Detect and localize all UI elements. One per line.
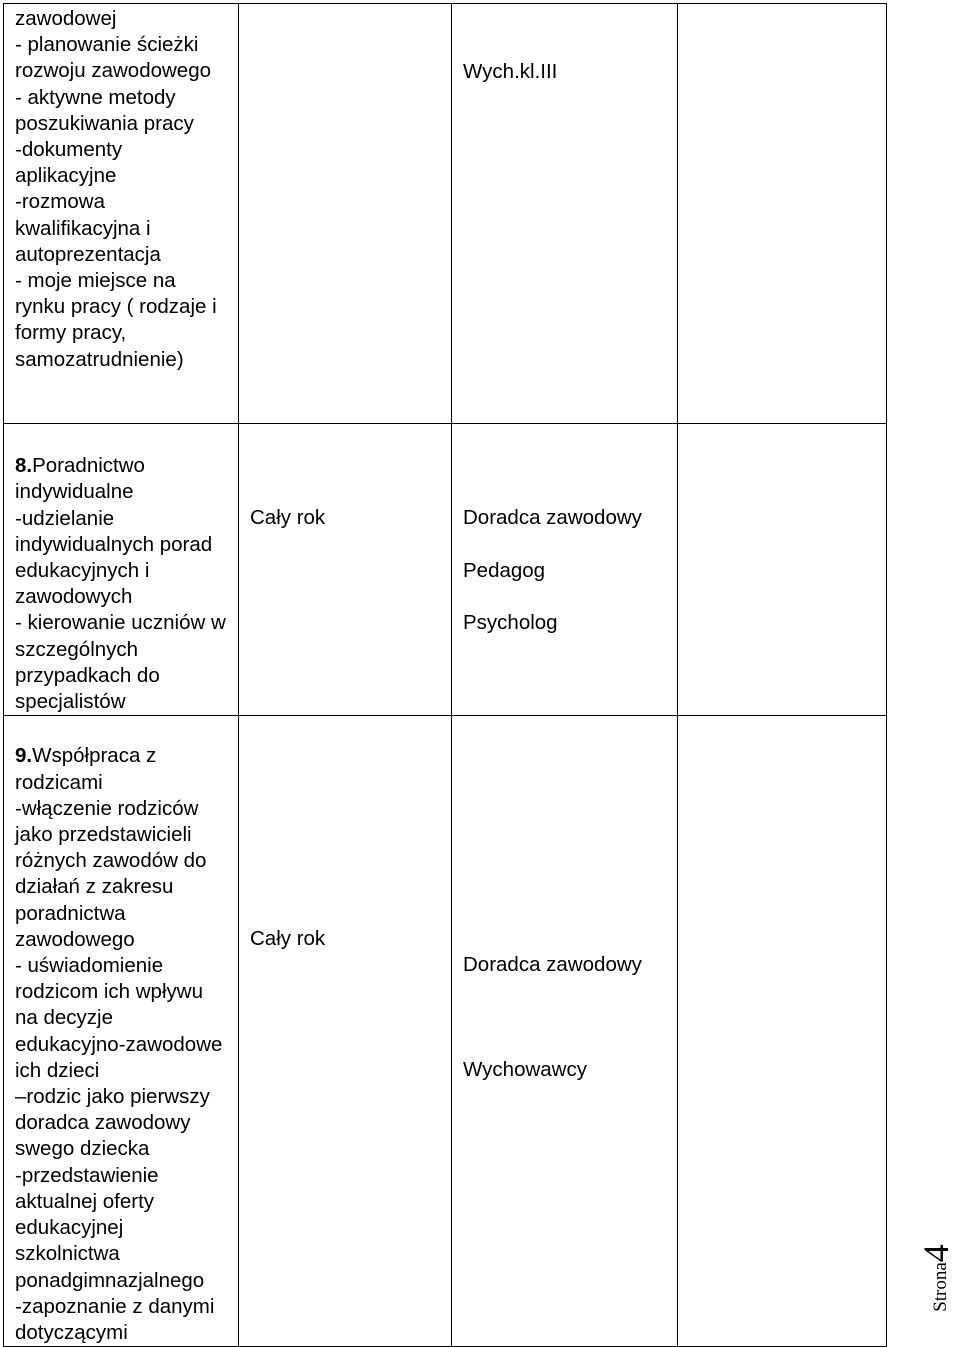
topic-cell [4, 716, 239, 1347]
topic-text: Współpraca z rodzicami -włączenie rodziców jako przedstawicieli różnych zawodów do działań z zakresu poradnictwa zawodowego - uświadomienie rodzicom ich wpływu na decyzje edukacyjno-zawodowe ich dzieci –rodzic jako pierwszy doradca zawodowy swego dziecka -przedstawienie aktualnej oferty edukacyjnej szkolnictwa ponadgimnazjalnego -zapoznanie z danymi dotyczącymi [15, 744, 223, 1344]
notes-cell [678, 716, 887, 1347]
plan-table [3, 3, 887, 1347]
table-row [4, 4, 887, 424]
responsible-cell [452, 424, 678, 716]
item-number: 9. [15, 744, 33, 768]
responsible-cell [452, 4, 678, 424]
notes-cell [678, 4, 887, 424]
responsible-item: Pedagog [463, 558, 546, 582]
table-row [4, 716, 887, 1347]
responsible-item: Wychowawcy [463, 1058, 587, 1082]
item-number: 8. [15, 454, 33, 478]
notes-cell [678, 424, 887, 716]
responsible-item: Doradca zawodowy [463, 953, 642, 977]
term-cell [239, 4, 452, 424]
responsible-item: Psycholog [463, 611, 558, 635]
term-text: Cały rok [250, 506, 326, 529]
term-cell [239, 424, 452, 716]
term-text [239, 4, 451, 6]
topic-cell [4, 424, 239, 716]
term-cell [239, 716, 452, 1347]
page-footer [916, 1233, 956, 1323]
responsible-item: Doradca zawodowy [463, 506, 642, 530]
term-text: Cały rok [250, 927, 326, 951]
page-number: 4 [916, 1244, 956, 1263]
responsible-cell [452, 716, 678, 1347]
topic-text: zawodowej - planowanie ścieżki rozwoju zawodowego - aktywne metody poszukiwania pracy -dokumenty aplikacyjne -rozmowa kwalifikacyjna i autoprezentacja - moje miejsce na rynku pracy ( rodzaje i formy pracy, samozatrudnienie) [15, 7, 217, 371]
responsible-item: Wych.kl.III [463, 60, 558, 84]
topic-cell [4, 4, 239, 424]
topic-text: Poradnictwo indywidualne -udzielanie indywidualnych porad edukacyjnych i zawodowych - kierowanie uczniów w szczególnych przypadkach do specjalistów [15, 454, 226, 714]
page-label: Strona [930, 1262, 951, 1312]
table-row [4, 424, 887, 716]
